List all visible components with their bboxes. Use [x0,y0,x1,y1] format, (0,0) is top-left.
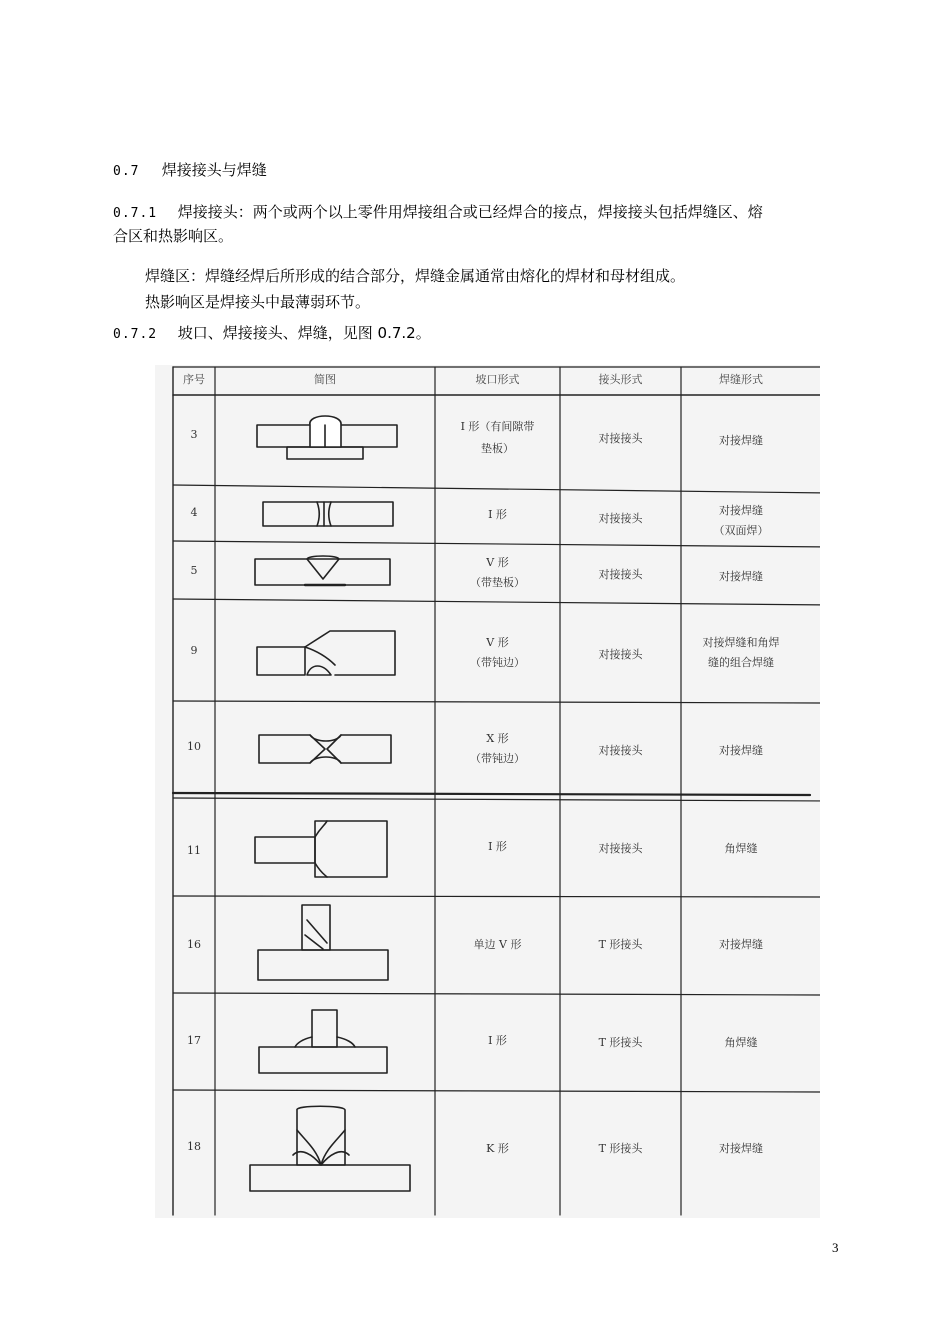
row-9-groove: V 形 [486,636,509,649]
row-5-groove-2: （带垫板） [470,576,525,589]
paragraph-071-number: 0.7.1 [113,206,158,221]
row-17-no: 17 [187,1034,201,1047]
header-weld: 焊缝形式 [719,373,763,386]
row-11-weld: 角焊缝 [724,842,758,855]
paragraph-071-line1 [113,202,763,224]
row-9-groove-2: （带钝边） [470,656,525,669]
paragraph-072-number: 0.7.2 [113,327,158,342]
table-grid-and-sketches [155,365,820,1218]
row-9-no: 9 [190,644,198,657]
section-title: 焊接接头与焊缝 [161,161,267,179]
row-4-joint: 对接接头 [598,512,643,525]
header-groove: 坡口形式 [475,373,520,386]
row-16-weld: 对接焊缝 [719,938,763,951]
row-3-groove: I 形（有间隙带 [460,420,535,433]
note-heat-affected: 热影响区是焊接头中最薄弱环节。 [145,293,371,311]
row-17-weld: 角焊缝 [724,1036,758,1049]
row-11-groove: I 形 [488,840,507,853]
row-17-groove: I 形 [488,1034,507,1047]
row-18-groove: K 形 [486,1142,509,1155]
row-3-groove-2: 垫板） [481,442,514,455]
row-18-no: 18 [187,1140,201,1153]
row-5-weld: 对接焊缝 [719,570,763,583]
row-16-no: 16 [187,938,201,951]
row-4-groove: I 形 [488,508,507,521]
header-joint: 接头形式 [598,373,643,386]
row-3-weld: 对接焊缝 [719,434,763,447]
row-10-weld: 对接焊缝 [719,744,763,757]
row-10-groove: X 形 [486,732,509,745]
row-9-joint: 对接接头 [598,648,643,661]
row-11-joint: 对接接头 [598,842,643,855]
weld-joint-table [155,365,820,1218]
row-10-groove-2: （带钝边） [470,752,525,765]
header-sketch: 简图 [314,373,336,386]
row-4-weld: 对接焊缝 [719,504,763,517]
row-18-joint: T 形接头 [598,1142,643,1155]
row-17-joint: T 形接头 [598,1036,643,1049]
paragraph-072-text: 坡口、焊接接头、焊缝，见图 0.7.2。 [177,324,431,342]
row-5-groove: V 形 [486,556,509,569]
row-18-weld: 对接焊缝 [719,1142,763,1155]
row-3-no: 3 [190,428,198,441]
row-4-weld-2: （双面焊） [713,524,769,537]
row-3-joint: 对接接头 [598,432,643,445]
row-9-weld: 对接焊缝和角焊 [702,636,780,649]
row-11-no: 11 [187,844,201,857]
paragraph-072 [113,323,431,345]
row-4-no: 4 [190,506,198,519]
row-10-joint: 对接接头 [598,744,643,757]
paragraph-071-text: 焊接接头：两个或两个以上零件用焊接组合或已经焊合的接点，焊接接头包括焊缝区、熔 [177,203,763,221]
paragraph-071-line2: 合区和热影响区。 [113,227,234,245]
note-weld-zone: 焊缝区：焊缝经焊后所形成的结合部分，焊缝金属通常由熔化的焊材和母材组成。 [145,267,686,285]
section-number: 0.7 [113,164,140,179]
section-heading [113,160,267,182]
row-9-weld-2: 缝的组合焊缝 [708,656,774,669]
row-5-joint: 对接接头 [598,568,643,581]
page-number: 3 [832,1240,839,1255]
row-10-no: 10 [187,740,201,753]
row-5-no: 5 [190,564,198,577]
row-16-joint: T 形接头 [598,938,643,951]
header-no: 序号 [183,373,205,386]
row-16-groove: 单边 V 形 [473,938,522,951]
